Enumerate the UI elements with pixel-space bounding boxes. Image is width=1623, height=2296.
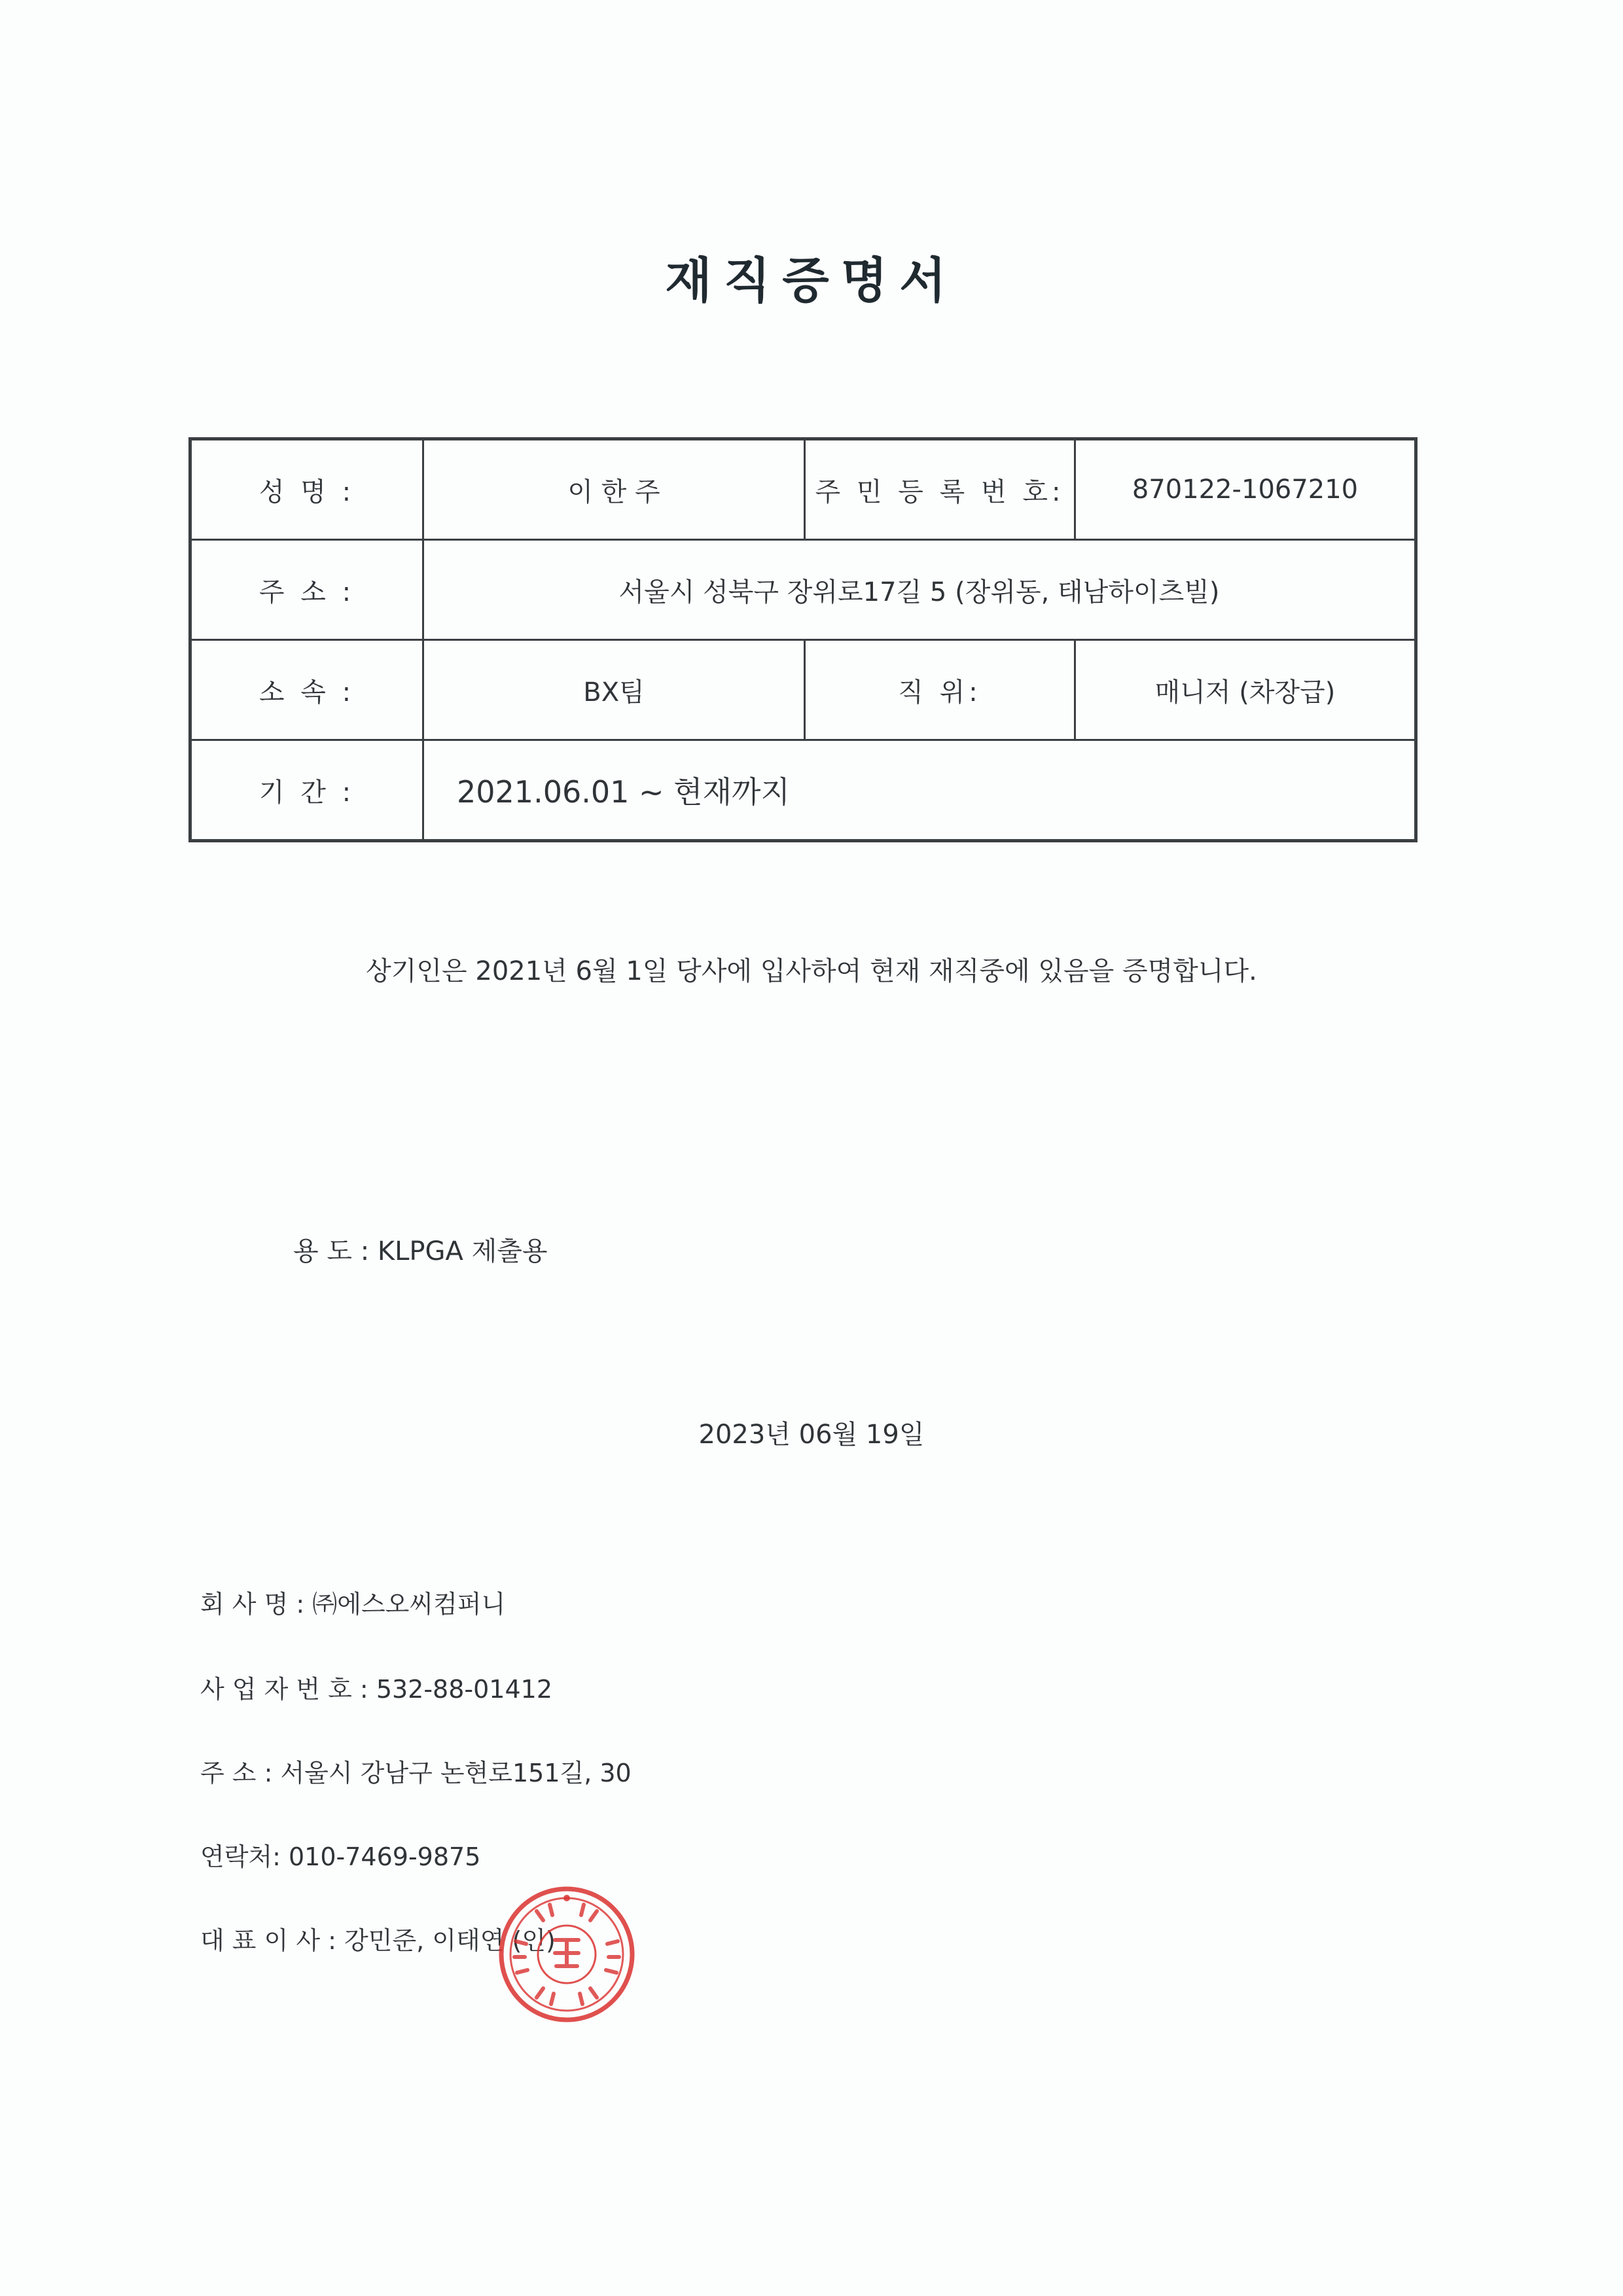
rrn-label: 주 민 등 록 번 호:: [805, 439, 1075, 540]
issue-date: 2023년 06월 19일: [698, 1420, 925, 1450]
employee-info-table: [188, 437, 1418, 842]
address-value: 서울시 성북구 장위로17길 5 (장위동, 태남하이츠빌): [423, 540, 1416, 640]
company-contact: 연락처: 010-7469-9875: [200, 1842, 481, 1871]
period-value: 2021.06.01 ~ 현재까지: [423, 740, 1416, 841]
rrn-value: 870122-1067210: [1075, 439, 1416, 540]
representative: 대 표 이 사 : 강민준, 이태연 (인): [200, 1926, 556, 1955]
certification-statement: 상기인은 2021년 6월 1일 당사에 입사하여 현재 재직중에 있음을 증명합니다.: [366, 956, 1257, 986]
address-label: 주 소 :: [190, 540, 423, 640]
table-row: [190, 640, 1416, 740]
name-label: 성 명 :: [190, 439, 423, 540]
purpose-text: 용 도 : KLPGA 제출용: [293, 1236, 548, 1266]
table-row: [190, 540, 1416, 640]
table-row: [190, 439, 1416, 540]
department-label: 소 속 :: [190, 640, 423, 740]
table-row: [190, 740, 1416, 841]
position-value: 매니저 (차장급): [1075, 640, 1416, 740]
business-number: 사 업 자 번 호 : 532-88-01412: [200, 1675, 553, 1704]
company-name: 회 사 명 : ㈜에스오씨컴퍼니: [200, 1590, 506, 1619]
department-value: BX팀: [423, 640, 805, 740]
page-title: 재직증명서: [665, 253, 958, 309]
period-label: 기 간 :: [190, 740, 423, 841]
position-label: 직 위:: [805, 640, 1075, 740]
company-address: 주 소 : 서울시 강남구 논현로151길, 30: [200, 1759, 632, 1787]
company-seal-icon: [497, 1885, 636, 2024]
name-value: 이 한 주: [423, 439, 805, 540]
